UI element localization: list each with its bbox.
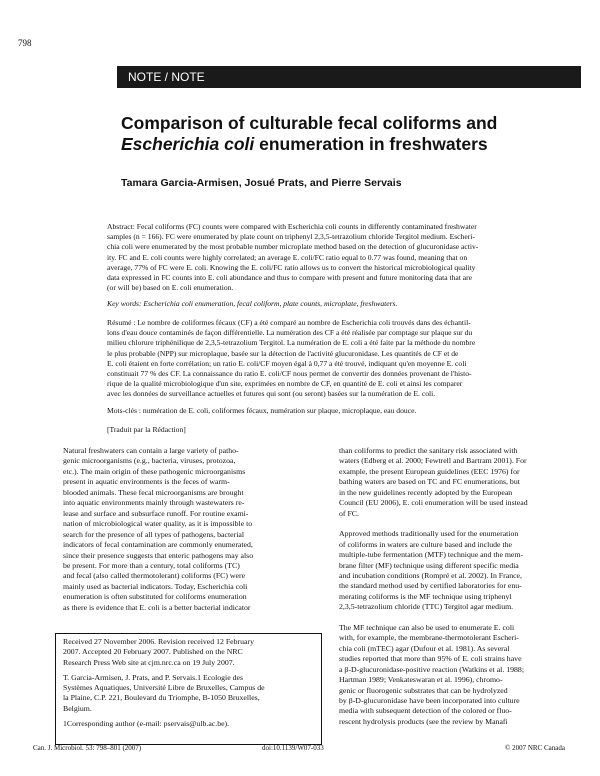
body-line: indicators of fecal contamination are commonly enumerated, <box>63 540 253 550</box>
info-line: Research Press Web site at cjm.nrc.ca on 19 July 2007. <box>63 657 235 667</box>
abstract <box>107 222 587 293</box>
body-line: be present. For more than a century, total coliforms (TC) <box>63 560 240 570</box>
body-line: bathing waters are based on TC and FC enumerations, but <box>339 477 520 487</box>
body-line: rescent hydrolysis products (see the review by Manafi <box>339 716 508 726</box>
body-line: into aquatic environments mainly through wastewaters re- <box>63 498 245 508</box>
abstract-line: (or will be) based on E. coli enumeration. <box>107 283 234 293</box>
title-line-1: Comparison of culturable fecal coliforms and <box>121 113 498 133</box>
body-line: present in aquatic environments is the feces of warm- <box>63 477 230 487</box>
section-label-bar <box>117 66 581 88</box>
body-line: etc.). The main origin of these pathogenic microorganisms <box>63 466 246 476</box>
body-line: lease and surface and subsurface runoff. For routine exami- <box>63 508 249 518</box>
right-column <box>339 446 584 727</box>
doi: doi:10.1139/W07-033 <box>262 744 324 752</box>
info-line: Belgium. <box>63 703 92 713</box>
authors: Tamara Garcia-Armisen, Josué Prats, and Pierre Servais <box>121 177 402 189</box>
body-line: The MF technique can also be used to enumerate E. coli <box>339 622 515 632</box>
left-column <box>63 446 310 613</box>
resume-line: E. coli étaient en forte corrélation; un ratio E. coli/CF moyen égal à 0,77 a été trouvé, indiquant qu'en moyenne E. coli <box>107 358 467 368</box>
body-line: the standard method used by certified laboratories for enu- <box>339 581 522 591</box>
abstract-line: ity. FC and E. coli counts were highly correlated; an average E. coli/FC ratio equal to 0.77 was found, meaning that on <box>107 252 468 262</box>
body-line: waters (Edberg et al. 2000; Fewtrell and Bartram 2001). For <box>339 456 527 466</box>
body-line: than coliforms to predict the sanitary risk associated with <box>339 446 518 455</box>
body-line: Hartman 1989; Venkateswaran et al. 1996), chromo- <box>339 675 503 685</box>
body-line: enumeration is often substituted for coliforms enumeration <box>63 592 247 602</box>
abstract-line: average, 77% of FC were E. coli. Knowing the E. coli/FC ratio allows us to convert the historical microbiological quality <box>107 262 476 272</box>
copyright: © 2007 NRC Canada <box>505 744 565 752</box>
info-line: la Plaine, C.P. 221, Boulevard du Triomphe, B-1050 Bruxelles, <box>63 693 260 703</box>
title-line-2: Escherichia coli enumeration in freshwaters <box>121 134 488 154</box>
keywords: Key words: Escherichia coli enumeration, fecal coliform, plate counts, microplate, freshwaters. <box>107 299 398 308</box>
body-line: and incubation conditions (Rompré et al. 2002). In France, <box>339 570 522 580</box>
resume <box>107 318 587 400</box>
resume-line: rique de la qualité microbiologique d'un site, exprimées en nombre de CF, en quantité de E. coli et ainsi les comparer <box>107 379 463 389</box>
section-label: NOTE / NOTE <box>128 70 205 84</box>
abstract-line: data expressed in FC counts into E. coli abundance and thus to compare with present and future monitoring data that are <box>107 273 473 283</box>
article-info <box>63 637 313 729</box>
info-line: T. Garcia-Armisen, J. Prats, and P. Servais.1 Ecologie des <box>63 672 244 682</box>
body-line: 2,3,5-tetrazolium chloride (TTC) Tergitol agar medium. <box>339 602 514 612</box>
body-line: brane filter (MF) technique using different specific media <box>339 560 519 570</box>
body-line: mainly used as bacterial indicators. Today, Escherichia coli <box>63 581 248 591</box>
body-line: media with subsequent detection of the colored or fluo- <box>339 706 512 716</box>
abstract-line: Abstract: Fecal coliforms (FC) counts were compared with Escherichia coli counts in differently contaminated freshwater <box>107 222 477 231</box>
resume-line: constituait 77 % des CF. La connaissance du ratio E. coli/CF nous permet de convertir des données provenant de l'histo- <box>107 369 472 379</box>
abstract-line: chia coli were enumerated by the most probable number microplate method based on the detection of glucuronidase activ- <box>107 242 479 252</box>
body-line: a β-D-glucuronidase-positive reaction (Watkins et al. 1988; <box>339 664 524 674</box>
resume-line: le plus probable (NPP) sur microplaque, basée sur la détection de l'activité glucuronidase. Les quantités de CF et de <box>107 348 459 358</box>
body-line: Approved methods traditionally used for the enumeration <box>339 529 519 539</box>
translation-note: [Traduit par la Rédaction] <box>107 425 186 434</box>
paragraph-gap <box>339 613 584 623</box>
body-line: in the new guidelines recently adopted by the European <box>339 487 513 497</box>
info-line: Systèmes Aquatiques, Université Libre de Bruxelles, Campus de <box>63 683 265 693</box>
resume-line: Résumé : Le nombre de coliformes fécaux (CF) a été comparé au nombre de Escherichia coli trouvés dans des échantil- <box>107 318 471 327</box>
body-line: blooded animals. These fecal microorganisms are brought <box>63 487 244 497</box>
body-line: studies reported that more than 95% of E. coli strains have <box>339 654 522 664</box>
body-line: since their presence suggests that enteric pathogens may also <box>63 550 254 560</box>
page-number: 798 <box>18 38 32 48</box>
body-line: Natural freshwaters can contain a large variety of patho- <box>63 446 239 455</box>
mots-cles: Mots-clés : numération de E. coli, coliformes fécaux, numération sur plaque, microplaque, eau douce. <box>107 406 417 415</box>
journal-citation: Can. J. Microbiol. 53: 798–801 (2007) <box>33 744 142 752</box>
body-line: chia coli (mTEC) agar (Dufour et al. 1981). As several <box>339 643 510 653</box>
body-line: of coliforms in waters are culture based and include the <box>339 539 512 549</box>
body-line: search for the presence of all types of pathogens, bacterial <box>63 529 244 539</box>
info-line: Received 27 November 2006. Revision received 12 February <box>63 637 254 646</box>
body-line: and fecal (also called thermotolerant) coliforms (FC) were <box>63 571 246 581</box>
info-line: 1Corresponding author (e-mail: pservais@ulb.ac.be). <box>63 719 230 729</box>
resume-line: avec les données de surveillance actuelles et futures qui sont (ou seront) basées sur la numération de E. coli. <box>107 389 436 399</box>
body-line: as there is evidence that E. coli is a better bacterial indicator <box>63 602 251 612</box>
body-line: with, for example, the membrane-thermotolerant Escheri- <box>339 633 519 643</box>
resume-line: milieu chlorure triphénilique de 2,3,5-tetrazolium Tergitol. La numération de E. coli a été faite par la méthode du nombre <box>107 338 476 348</box>
body-line: Council (EU 2006), E. coli enumeration will be used instead <box>339 498 528 508</box>
body-line: by β-D-glucuronidase have been incorporated into culture <box>339 695 520 705</box>
body-line: example, the present European guidelines (EEC 1976) for <box>339 466 520 476</box>
resume-line: lons d'eau douce contaminés de façon différentielle. La numération des CF a été réalisée par comptage sur plaque sur du <box>107 328 473 338</box>
paragraph-gap <box>339 519 584 529</box>
article-title <box>121 113 591 155</box>
body-line: of FC. <box>339 508 359 518</box>
body-line: multiple-tube fermentation (MTF) technique and the mem- <box>339 550 524 560</box>
abstract-line: samples (n = 166). FC were enumerated by plate count on triphenyl 2,3,5-tetrazolium chloride Tergitol medium. Escheri- <box>107 232 475 242</box>
body-line: genic microorganisms (e.g., bacteria, viruses, protozoa, <box>63 456 236 466</box>
body-line: nation of microbiological water quality, as it is impossible to <box>63 519 253 529</box>
body-line: merating coliforms is the MF technique using triphenyl <box>339 591 512 601</box>
info-line: 2007. Accepted 20 February 2007. Published on the NRC <box>63 647 243 657</box>
body-line: genic or fluorogenic substrates that can be hydrolyzed <box>339 685 508 695</box>
